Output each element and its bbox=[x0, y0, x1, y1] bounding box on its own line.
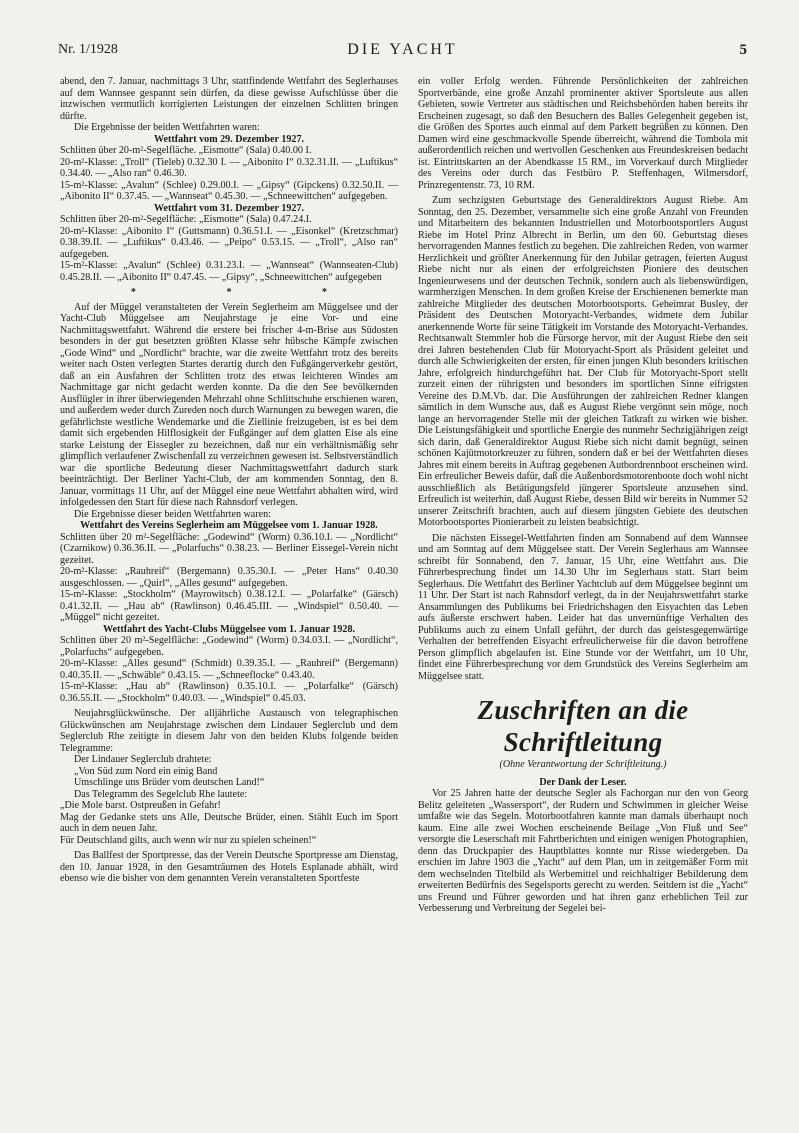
right-paragraph: Zuschriften an die Schriftleitung bbox=[477, 695, 689, 757]
left-paragraph: Das Ballfest der Sportpresse, das der Verein Deutsche Sportpresse am Dienstag, den 10. Januar 1928, in den Gesamträumen des Hotels Esplanade abhält, wird ebenso wie die bisher von dem genannten Verein veranstalteten Sportfeste bbox=[60, 850, 398, 884]
left-paragraph: Schlitten über 20-m²-Segelfläche: „Eismotte“ (Sala) 0.47.24.I. bbox=[60, 214, 312, 225]
left-paragraph: 20-m²-Klasse: „Rauhreif“ (Bergemann) 0.35.30.I. — „Peter Hans“ 0.40.30 ausgeschlossen. — „Quirl“, „Alles gesund“ aufgegeben. bbox=[60, 566, 398, 589]
left-paragraph: Schlitten über 20 m²-Segelfläche: „Godewind“ (Worm) 0.34.03.I. — „Nordlicht“, „Polarfuchs“ aufgegeben. bbox=[60, 635, 398, 658]
right-paragraph: Die nächsten Eissegel-Wettfahrten finden am Sonnabend auf dem Wannsee und am Sonntag auf dem Müggelsee statt. Der Verein Seglerhaus am Wannsee schreibt für Sonnabend, den 7. Januar, 15 Uhr, eine Wettfahrt aus. Die Führerbesprechung findet um 14.30 Uhr im Seglerhaus statt. Start beim Seglerhaus. Die Wettfahrt des Berliner Yachtclub auf dem Müggelsee beginnt um 11 Uhr. Der Start ist nach Rahnsdorf verlegt, da in der Neujahrswettfahrt starke Ansammlungen des Publikums bei Friedrichshagen den Eisyachten das Leben aufs äußerste erschwert haben. Leider hat das unvernünftige Verhalten des Publikums auch zu einem Unfall geführt, der durch das geistesgegenwärtige Verhalten der betreffenden Eisyacht erfreulicherweise für die davon betroffene Person glimpflich abgelaufen ist. Eine Stunde vor der Wettfahrt, um 10 Uhr, findet eine Führerbesprechung vor dem Grundstück des Vereins Seglerheim am Müggelsee statt. bbox=[418, 532, 748, 682]
left-paragraph: 20-m²-Klasse: „Troll“ (Tieleb) 0.32.30 I. — „Aibonito I“ 0.32.31.II. — „Luftikus“ 0.34.40. — „Also ran“ 0.46.30. bbox=[60, 156, 398, 179]
left-paragraph: „Von Süd zum Nord ein einig Band bbox=[74, 765, 218, 777]
left-paragraph: Der Lindauer Seglerclub drahtete: bbox=[74, 754, 212, 765]
issue-number: Nr. 1/1928 bbox=[58, 42, 118, 57]
right-paragraph: Zum sechzigsten Geburtstage des Generaldirektors August Riebe. Am Sonntag, den 25. Dezember, versammelte sich eine große Anzahl von Freunden und Mitarbeitern des bekannten Industriellen und Motorbootsportlers August Riebe im Hotel Prinz Albrecht in Berlin, um den 60. Geburtstag dieses hervorragenden Mannes festlich zu begehen. Die zahlreichen Reden, von warmer Herzlichkeit und größter Anerkennung für den Jubilar getragen, feierten August Riebe nicht nur als einen der erfolgreichsten Pioniere des deutschen Ingenieurwesens und der deutschen Technik, sondern auch als liebenswürdigen, warmherzigen Menschen. In dem großen Kreise der Erschienenen bemerkte man zahlreiche Mitglieder des deutschen Motorbootsports. Geheimrat Busley, der Präsident des Deutschen Motoryacht-Verbandes, widmete dem Jubilar anerkennende Worte für seine Tätigkeit im Vorstande des Motoryacht-Verbandes. Rechtsanwalt Stemmler hob die Fürsorge hervor, mit der August Riebe den seit drei Jahren bestehenden Club für Motoryacht-Sport als Präsident geleitet und durch alle Schwierigkeiten der ersten, für einen jungen Klub besonders kritischen Jahre, erfolgreich hindurchgeführt hat. Der Club für Motoryacht-Sport stellt zurzeit einen der rührigsten und besonders im sportlichen Sinne eifrigsten Vereine des D.M.Vb. dar. Die Ausführungen der zahlreichen Redner klangen sämtlich in dem Wunsche aus, daß es August Riebe vergönnt sein möge, noch lange an hervorragender Stelle mit der gleichen Tatkraft zu wirken wie bisher. Die Leistungsfähigkeit und sportliche Energie des nunmehr Sechzigjährigen zeigt sich darin, daß Generaldirektor August Riebe sich nicht damit begnügt, seinen schönen Kajütmotorkreuzer zu führen, sondern daß er bei der Wettfahrten dieses Jahres mit einem bereits in Auftrag gegebenen Autbordrennboot erscheinen wird. Ein erfreulicher Beweis dafür, daß die Außenbordsmotorenboote doch wohl nicht ausschließlich als Betätigungsfeld jüngerer Sportsleute anzusehen sind. Erfreulich ist weiterhin, daß August Riebe, dessen Bild wir bereits in Nummer 52 unserer Zeitschrift brachten, auch auf diesem jüngsten Gebiete des deutschen Motorbootsportes Pionierarbeit zu leisten beabsichtigt. bbox=[418, 195, 749, 528]
left-paragraph: 15-m²-Klasse: „Hau ab“ (Rawlinson) 0.35.10.I. — „Polarfalke“ (Gärsch) 0.36.55.II. — „Stockholm“ 0.40.03. — „Windspiel“ 0.45.03. bbox=[60, 681, 398, 704]
left-paragraph: Wettfahrt des Yacht-Clubs Müggelsee vom 1. Januar 1928. bbox=[102, 623, 356, 635]
left-paragraph: „Die Mole barst. Ostpreußen in Gefahr! bbox=[60, 800, 221, 811]
right-paragraph: Vor 25 Jahren hatte der deutsche Segler als Fachorgan nur den von Georg Belitz geleiteten „Wassersport“, der Rudern und Schwimmen in gleicher Weise umfaßte wie das Segeln. Motorbootfahren kannte man damals überhaupt noch kaum. Eine alle zwei Wochen erscheinende Beilage „Von Fluß und See“ versorgte die Leserschaft mit Fahrtberichten und einigen wenigen Photographien, denn das Druckpapier des Hauptblattes konnte nur Risse wiedergeben. Da erschien im Jahre 1903 die „Yacht“ auf dem Plan, um in zeitgemäßer Form mit dem wechselnden Titelbild als Werbemittel und reichhaltiger Bebilderung dem erweiterten Bedürfnis des Segelsports gerecht zu werden. Seitdem ist die „Yacht“ uns Freund und Führer geworden und hat ihren ganz erheblichen Teil zur Verbesserung und Verbreitung der Segelei bei- bbox=[418, 788, 748, 914]
page-header bbox=[58, 42, 747, 64]
left-paragraph: Auf der Müggel veranstalteten der Verein Seglerheim am Müggelsee und der Yacht-Club Müggelsee am Neujahrstage je eine Vor- und eine Nachmittagswettfahrt. Während die erstere bei frischer 4-m-Brise aus Südosten besonders in der gut besetzten größten Klasse sehr hübsche Kämpfe zwischen „Gode Wind“ und „Nordlicht“ brachte, war die zweite Wettfahrt trotz des bereits weiter nach Osten verlegten Startes derartig durch den Fußgängerverkehr gestört, daß an ein Ausfahren der Schlitten trotz des etwas leichteren Windes am Nachmittage gar nicht gedacht werden konnte. Da die den See bevölkernden Ausflügler in ihrer überwiegenden Mehrzahl ohne Schlittschuhe erschienen waren, und außerdem weder durch Zureden noch durch Warnungen zu bewegen waren, die gefährlichste westliche Wendemarke und die Ziellinie freizugeben, ist es bei dem damit sich ergebenden Hilflosigkeit der Fußgänger auf dem glatten Eise als eine starke Leistung der Eissegler zu bezeichnen, daß nur ein verhältnismäßig sehr glimpflich verlaufener Zwischenfall zu verzeichnen gewesen ist. Selbstverständlich war die sportliche Bedeutung dieser Nachmittagswettfahrt dadurch stark beeinträchtigt. Der Berliner Yacht-Club, der am kommenden Sonntag, den 8. Januar, vormittags 11 Uhr, auf der Müggel eine neue Wettfahrt abhalten wird, wird infolgedessen den Start für diese nach Rahnsdorf verlegen. bbox=[60, 301, 398, 508]
right-paragraph: ein voller Erfolg werden. Führende Persönlichkeiten der zahlreichen Sportverbände, eine große Anzahl prominenter aktiver Sportsleute aus allen Gebieten, sowie Vertreter aus städtischen und Reichsbehörden haben bereits ihr Erscheinen zugesagt, so daß den Besuchern des Balles Gelegenheit gegeben ist, die Größen des Sportes auch einmal auf dem Parkett begrüßen zu können. Den Damen wird eine geschmackvolle Spende überreicht, während die Tombola mit außerordentlich reichen und wertvollen Geschenken aus Freundeskreisen bedacht ist. Eintrittskarten an der Abendkasse 15 RM., im Vorverkauf durch Mitglieder des Vereins oder durch das Festbüro P. Steffenhagen, Wilmersdorf, Prinzregentenstr. 73, 10 RM. bbox=[418, 76, 748, 191]
left-paragraph: 15-m²-Klasse: „Avalun“ (Schlee) 0.29.00.I. — „Gipsy“ (Gipckens) 0.32.50.II. — „Aibonito II“ 0.37.45. — „Wannseat“ 0.45.30. — „Schneewittchen“ aufgegeben. bbox=[60, 179, 398, 202]
left-paragraph: Die Ergebnisse der beiden Wettfahrten waren: bbox=[74, 122, 260, 133]
left-paragraph: Schlitten über 20-m²-Segelfläche. „Eismotte“ (Sala) 0.40.00 I. bbox=[60, 145, 312, 156]
left-paragraph: Wettfahrt vom 31. Dezember 1927. bbox=[153, 202, 305, 214]
left-paragraph: Umschlinge uns Brüder vom deutschen Land!“ bbox=[74, 777, 265, 788]
left-paragraph: 15-m²-Klasse: „Stockholm“ (Mayrowitsch) 0.38.12.I. — „Polarfalke“ (Gärsch) 0.41.32.II. — „Hau ab“ (Rawlinson) 0.46.45.III. — „Windspiel“ 0.50.40. — „Müggel“ nicht gezeitet. bbox=[60, 589, 398, 623]
left-paragraph: abend, den 7. Januar, nachmittags 3 Uhr, stattfindende Wettfahrt des Seglerhauses auf dem Wannsee gespannt sein dürfen, da diese gewisse Aufschlüsse über die inzwischen vermutlich korrigierten Leistungen der einzelnen Schlitten bringen dürfte. bbox=[60, 76, 398, 122]
journal-title: DIE YACHT bbox=[347, 41, 458, 58]
right-column bbox=[418, 76, 748, 915]
left-paragraph: 15-m²-Klasse: „Avalun“ (Schlee) 0.31.23.I. — „Wannseat“ (Wannseaten-Club) 0.45.28.II. — „Aibonito II“ 0.47.45. — „Gipsy“, „Schneewittchen“ aufgegeben bbox=[60, 260, 398, 283]
left-paragraph: 20-m²-Klasse: „Alles gesund“ (Schmidt) 0.39.35.I. — „Rauhreif“ (Bergemann) 0.40.35.II. — „Schwäble“ 0.43.15. — „Schneeflocke“ 0.43.40. bbox=[60, 658, 398, 681]
left-paragraph: Wettfahrt vom 29. Dezember 1927. bbox=[153, 133, 305, 145]
left-paragraph: Neujahrsglückwünsche. Der alljährliche Austausch von telegraphischen Glückwünschen am Neujahrstage zwischen dem Lindauer Seglerclub und dem Seglerclub Rhe zeitigte in diesem Jahr von den beiden Klubs folgende beiden Telegramme: bbox=[60, 708, 398, 754]
left-paragraph: Die Ergebnisse dieser beiden Wettfahrten waren: bbox=[74, 508, 271, 520]
page-number: 5 bbox=[739, 42, 747, 58]
left-paragraph: Wettfahrt des Vereins Seglerheim am Müggelsee vom 1. Januar 1928. bbox=[80, 520, 378, 531]
left-column bbox=[60, 76, 398, 885]
left-paragraph: Das Telegramm des Segelclub Rhe lautete: bbox=[74, 788, 248, 800]
left-paragraph: Für Deutschland gilts, auch wenn wir nur zu spielen scheinen!“ bbox=[60, 834, 317, 846]
left-paragraph: 20-m²-Klasse: „Aibonito I“ (Guttsmann) 0.36.51.I. — „Eisonkel“ (Kretzschmar) 0.38.39.II. — „Luftikus“ 0.43.46. — „Peipo“ 0.53.15. — „Troll“, „Also ran“ aufgegeben. bbox=[60, 225, 398, 260]
left-paragraph: * * * bbox=[130, 287, 372, 298]
left-paragraph: Schlitten über 20 m²-Segelfläche: „Godewind“ (Worm) 0.36.10.I. — „Nordlicht“ (Czarnikow) 0.36.36.II. — „Polarfuchs“ 0.38.23. — Berliner Eissegel-Verein nicht gezeitet. bbox=[60, 531, 398, 566]
right-paragraph: Der Dank der Leser. bbox=[539, 776, 627, 788]
left-paragraph: Mag der Gedanke stets uns Alle, Deutsche Brüder, einen. Stählt Euch im Sport auch in dem neuen Jahr. bbox=[60, 811, 398, 834]
right-paragraph: (Ohne Verantwortung der Schriftleitung.) bbox=[499, 759, 667, 770]
